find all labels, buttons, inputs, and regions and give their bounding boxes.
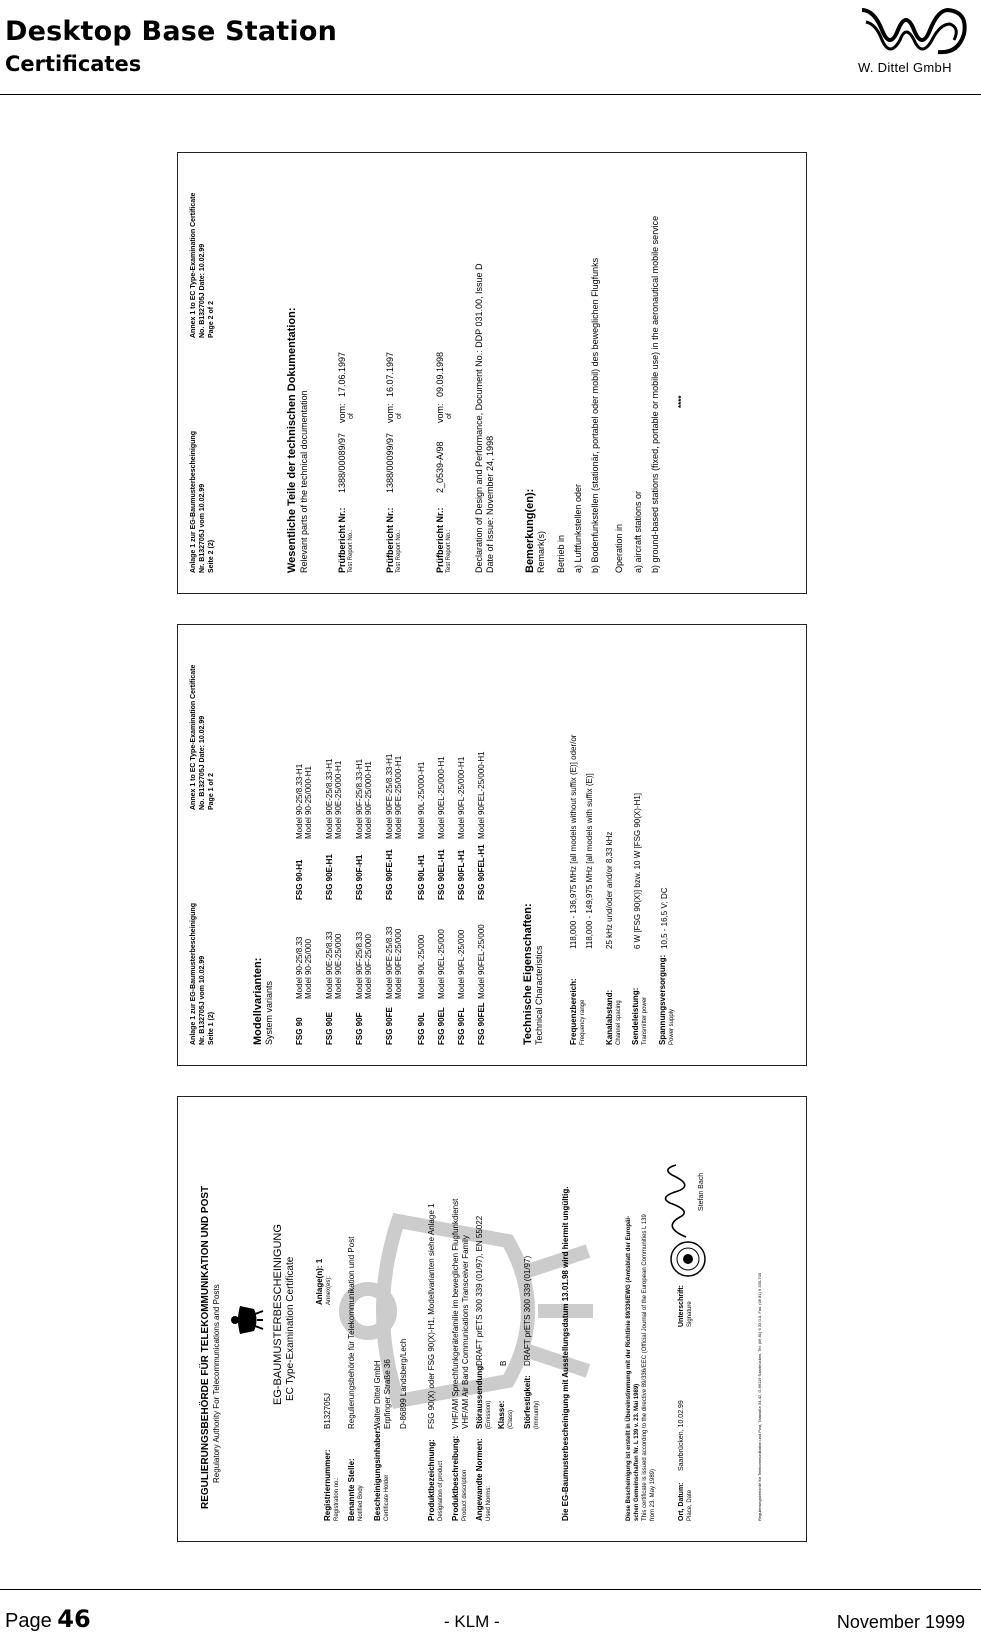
immunity-value: DRAFT prETS 300 339 (01/97) (523, 1255, 532, 1366)
report-of: of (446, 413, 453, 419)
registration-sublabel: Registration no.: (334, 1477, 340, 1521)
variant-model-h1: Model 90FE-25/000-H1 (394, 755, 403, 839)
annex2-right-head-1: Annex 1 to EC Type-Examination Certificate (190, 192, 197, 338)
certificate-title: EG-BAUMUSTERBESCHEINIGUNG (272, 1224, 284, 1405)
holder-street: Erpfinger Straße 36 (383, 1359, 392, 1429)
variant-name-h1: FSG 90FEL-H1 (477, 844, 486, 900)
authority-name-en: Regulatory Authority For Telecommunications and Posts (212, 1284, 221, 1483)
variant-model: Model 90E-25/8.33 (325, 931, 334, 999)
variant-name-h1: FSG 90F-H1 (355, 854, 364, 900)
report-number: 1388/00089/97 (337, 432, 347, 493)
annex1-left-head-1: Anlage 1 zur EG-Baumusterbescheinigung (190, 903, 197, 1045)
variant-model: Model 90EL-25/000 (437, 929, 446, 999)
authority-name: REGULIERUNGSBEHÖRDE FÜR TELEKOMMUNIKATION UND POST (200, 1185, 211, 1509)
variant-name-h1: FSG 90L-H1 (417, 854, 426, 900)
annex1-left-head-3: Seite 1 (2) (208, 1011, 215, 1045)
signature-label: Unterschrift: (678, 1284, 685, 1327)
annex2-end-mark: **** (677, 395, 686, 408)
variants-subtitle: System variants (264, 980, 274, 1045)
variant-name-h1: FSG 90-H1 (295, 859, 304, 900)
page-prefix: Page (5, 1610, 52, 1632)
certificate-title-en: EC Type-Examination Certificate (285, 1256, 296, 1401)
report-label: Prüfbericht Nr.: (435, 507, 445, 573)
channel-label: Kanalabstand: (605, 989, 614, 1045)
remarks-betrieb: Betrieb in (556, 534, 566, 573)
freq-value-1: 118,000 - 136,975 MHz [all models without suffix (E)] oder/or (569, 734, 578, 949)
variant-model-h1: Model 90FL-25/000-H1 (457, 756, 466, 839)
declaration-line-2: Date of Issue: November 24, 1998 (485, 435, 495, 573)
variant-name-h1: FSG 90E-H1 (325, 854, 334, 900)
holder-name: Walter Dittel GmbH (373, 1360, 382, 1429)
variant-name: FSG 90FEL (477, 1002, 486, 1045)
report-label: Prüfbericht Nr.: (385, 507, 395, 573)
product-sublabel: Designation of product (438, 1460, 444, 1521)
remarks-en-b: b) ground-based stations (fixed, portable or mobile use) in the aeronautical mobile service (650, 215, 660, 573)
directive-de-1: Diese Bescheinigung ist erstellt in Übereinstimmung mit der Richtlinie 89/336/EWG (Amtsblatt der Europäi- (626, 1215, 632, 1521)
variant-name-h1: FSG 90FE-H1 (385, 849, 394, 900)
federal-eagle-icon (228, 1303, 264, 1337)
declaration-line-1: Declaration of Design and Performance, Document No.: DDP 031.00, Issue D (474, 263, 484, 573)
description-value-2: VHF/AM Air Band Communications Transceiver Family (461, 1235, 470, 1429)
annex2-doc-title: Wesentliche Teile der technischen Dokumentation: (286, 307, 298, 573)
certificate-scan (177, 1096, 807, 1542)
freq-label: Frequenzbereich: (569, 978, 578, 1045)
immunity-label: Störfestigkeit: (523, 1375, 532, 1429)
variant-name: FSG 90 (295, 1017, 304, 1045)
remarks-title: Bemerkung(en): (524, 488, 536, 573)
variant-name: FSG 90FL (457, 1007, 466, 1045)
variant-model: Model 90FL-25/000 (457, 929, 466, 999)
variant-model: Model 90-25/8.33 (295, 936, 304, 999)
immunity-sublabel: (Immunity) (534, 1400, 540, 1429)
product-label: Produktbezeichnung: (427, 1439, 436, 1521)
variant-model-h1: Model 90-25/8.33-H1 (295, 763, 304, 839)
report-of: of (396, 413, 403, 419)
report-vom: vom: (385, 403, 395, 423)
tx-power-sublabel: Transmitter power (642, 996, 648, 1045)
variant-model-h1: Model 90E-25/8.33-H1 (325, 758, 334, 839)
report-sublabel: Test Report No.: (396, 529, 402, 573)
company-name: W. Dittel GmbH (858, 60, 952, 75)
footer-date: November 1999 (836, 1612, 965, 1632)
directive-en-2: from 23. May 1989) (650, 1468, 656, 1521)
place-date-label: Ort, Datum: (678, 1482, 685, 1521)
variant-model: Model 90FE-25/8.33 (385, 926, 394, 999)
report-vom: vom: (337, 403, 347, 423)
variant-model: Model 90FE-25/000 (394, 928, 403, 999)
page-number (5, 1605, 91, 1633)
page-number-value: 46 (57, 1605, 91, 1633)
variant-model-h1: Model 90E-25/000-H1 (334, 760, 343, 839)
variant-name-h1: FSG 90EL-H1 (437, 849, 446, 900)
variant-name: FSG 90EL (437, 1007, 446, 1045)
norms-label: Angewandte Normen: (475, 1438, 484, 1521)
notified-body-sublabel: Notified Body (358, 1485, 364, 1521)
tech-title: Technische Eigenschaften: (522, 903, 534, 1045)
report-number: 1388/00099/97 (385, 432, 395, 493)
variant-model: Model 90F-25/000 (364, 934, 373, 999)
product-value: FSG 90(X) oder FSG 90(X)-H1, Modellvarianten siehe Anlage 1 (427, 1203, 436, 1429)
variant-name: FSG 90FE (385, 1007, 394, 1045)
directive-de-2: schen Gemeinschaften Nr. L 139 v. 23. Mai 1989) (634, 1383, 640, 1521)
variant-model-h1: Model 90L-25/000-H1 (417, 761, 426, 839)
variant-name: FSG 90E (325, 1012, 334, 1045)
notified-body-value: Regulierungsbehörde für Telekommunikation und Post (347, 1236, 356, 1429)
variant-model-h1: Model 90FE-25/8.33-H1 (385, 753, 394, 839)
class-value: B (499, 1360, 508, 1366)
directive-en-1: This certificate is issued according to the directive 89/336/EEC (Official Journal of the European Communities L 139 (642, 1214, 648, 1521)
handwritten-signature-icon (656, 1161, 700, 1241)
registration-value: B132705J (323, 1392, 332, 1429)
place-date-sublabel: Place, Date (687, 1489, 693, 1521)
annex-label: Anlage(n): 1 (315, 1258, 324, 1305)
variant-model: Model 90FEL-25/000 (477, 924, 486, 999)
annex2-left-head-1: Anlage 1 zur EG-Baumusterbescheinigung (190, 431, 197, 573)
signer-name: Stefan Bach (698, 1172, 705, 1211)
variant-model: Model 90E-25/000 (334, 933, 343, 999)
annex1-right-head-3: Page 1 of 2 (208, 773, 215, 810)
annex1-right-head-2: No. B132705J Date: 10.02.99 (199, 715, 206, 810)
annex2-left-head-3: Seite 2 (2) (208, 539, 215, 573)
remarks-en-a: a) aircraft stations or (633, 490, 643, 573)
annex-page-2-scan (177, 152, 807, 594)
description-label: Produktbeschreibung: (451, 1435, 460, 1521)
report-sublabel: Test Report No.: (348, 529, 354, 573)
document-title: Desktop Base Station (5, 16, 338, 47)
place-date-value: Saarbrücken, 10.02.99 (678, 1400, 685, 1471)
variant-model-h1: Model 90FEL-25/000-H1 (477, 751, 486, 839)
emission-label: Störaussendung: (475, 1363, 484, 1429)
holder-label: Bescheinigungsinhaber: (373, 1427, 382, 1521)
remarks-operation: Operation in (614, 523, 624, 573)
tech-subtitle: Technical Characteristics (534, 945, 544, 1045)
channel-sublabel: Channel spacing (616, 1000, 622, 1045)
annex2-doc-subtitle: Relevant parts of the technical documentation (299, 390, 309, 573)
report-label: Prüfbericht Nr.: (337, 507, 347, 573)
annex-page-1-scan (177, 624, 807, 1066)
annex1-right-head-1: Annex 1 to EC Type-Examination Certificate (190, 664, 197, 810)
description-value-1: VHF/AM Sprechfunkgerätefamilie im beweglichen Flugfunkdienst (451, 1198, 460, 1429)
variants-title: Modellvarianten: (252, 957, 264, 1045)
power-supply-value: 10,5 - 16,5 V; DC (660, 887, 669, 949)
variant-model: Model 90L-25/000 (417, 934, 426, 999)
freq-value-2: 118,000 - 149,975 MHz [all models with suffix (E)] (585, 773, 594, 949)
norms-sublabel: Used Norms: (486, 1485, 492, 1521)
class-sublabel: (Class) (508, 1410, 514, 1429)
emission-value: DRAFT prETS 300 339 (01/97), EN 55022 (475, 1215, 484, 1366)
variant-name: FSG 90L (417, 1012, 426, 1045)
freq-sublabel: Frequency range (580, 999, 586, 1045)
report-vom: vom: (435, 403, 445, 423)
report-date: 16.07.1997 (385, 351, 395, 397)
description-sublabel: Product description (462, 1469, 468, 1521)
signature-sublabel: Signature (687, 1301, 693, 1327)
remarks-subtitle: Remark(s) (536, 531, 546, 573)
variant-model: Model 90-25/000 (304, 938, 313, 999)
variant-name-h1: FSG 90FL-H1 (457, 849, 466, 900)
report-number: 2_0539-A/98 (435, 441, 445, 493)
class-label: Klasse: (497, 1400, 506, 1429)
channel-value: 25 kHz und/oder and/or 8,33 kHz (605, 831, 614, 949)
remarks-de-b: b) Bodenfunkstellen (stationär, portabel oder mobil) des beweglichen Flugfunks (590, 257, 600, 573)
variant-model-h1: Model 90F-25/8.33-H1 (355, 758, 364, 839)
annex2-right-head-3: Page 2 of 2 (208, 301, 215, 338)
holder-sublabel: Certificate Holder (384, 1474, 390, 1521)
variant-model-h1: Model 90EL-25/000-H1 (437, 756, 446, 839)
emission-sublabel: (Emission) (486, 1400, 492, 1429)
power-supply-sublabel: Power supply (669, 1008, 675, 1045)
variant-model: Model 90F-25/8.33 (355, 931, 364, 999)
document-subtitle: Certificates (5, 52, 142, 76)
holder-city: D-86899 Landsberg/Lech (399, 1338, 408, 1429)
footer-divider (0, 1589, 981, 1590)
report-date: 09.09.1998 (435, 351, 445, 397)
report-of: of (348, 413, 355, 419)
annex2-right-head-2: No. B132705J Date: 10.02.99 (199, 243, 206, 338)
tx-power-label: Sendeleistung: (631, 987, 640, 1045)
power-supply-label: Spannungsversorgung: (658, 954, 667, 1045)
report-sublabel: Test Report No.: (446, 529, 452, 573)
annex1-left-head-2: Nr. B132705J vom 10.02.99 (199, 955, 206, 1045)
notified-body-label: Benannte Stelle: (347, 1458, 356, 1521)
footer-center-label: - KLM - (444, 1612, 500, 1631)
annex-sublabel: Annex(es): (326, 1275, 332, 1305)
variant-model-h1: Model 90F-25/000-H1 (364, 761, 373, 839)
tx-power-value: 6 W [FSG 90(X)] bzw. 10 W [FSG 90(X)-H1] (633, 792, 642, 949)
variant-model-h1: Model 90-25/000-H1 (304, 766, 313, 839)
invalidation-note: Die EG-Baumusterbescheinigung mit Ausstellungsdatum 13.01.98 wird hiermit ungültig. (561, 1186, 570, 1521)
remarks-de-a: a) Luftfunkstellen oder (573, 483, 583, 573)
official-seal-icon (668, 1239, 708, 1279)
header-divider (0, 94, 981, 95)
variant-name: FSG 90F (355, 1012, 364, 1045)
report-date: 17.06.1997 (337, 351, 347, 397)
authority-address: Regulierungsbehörde für Telekommunikation und Post, Talstraße 34-42, D-66119 Saarbrücken, Tel: (06 81) 9 33 0-0, Fax: (06 81) 9 330-700 (757, 1272, 762, 1521)
annex2-left-head-2: Nr. B132705J vom 10.02.99 (199, 483, 206, 573)
registration-label: Registriernummer: (323, 1449, 332, 1521)
